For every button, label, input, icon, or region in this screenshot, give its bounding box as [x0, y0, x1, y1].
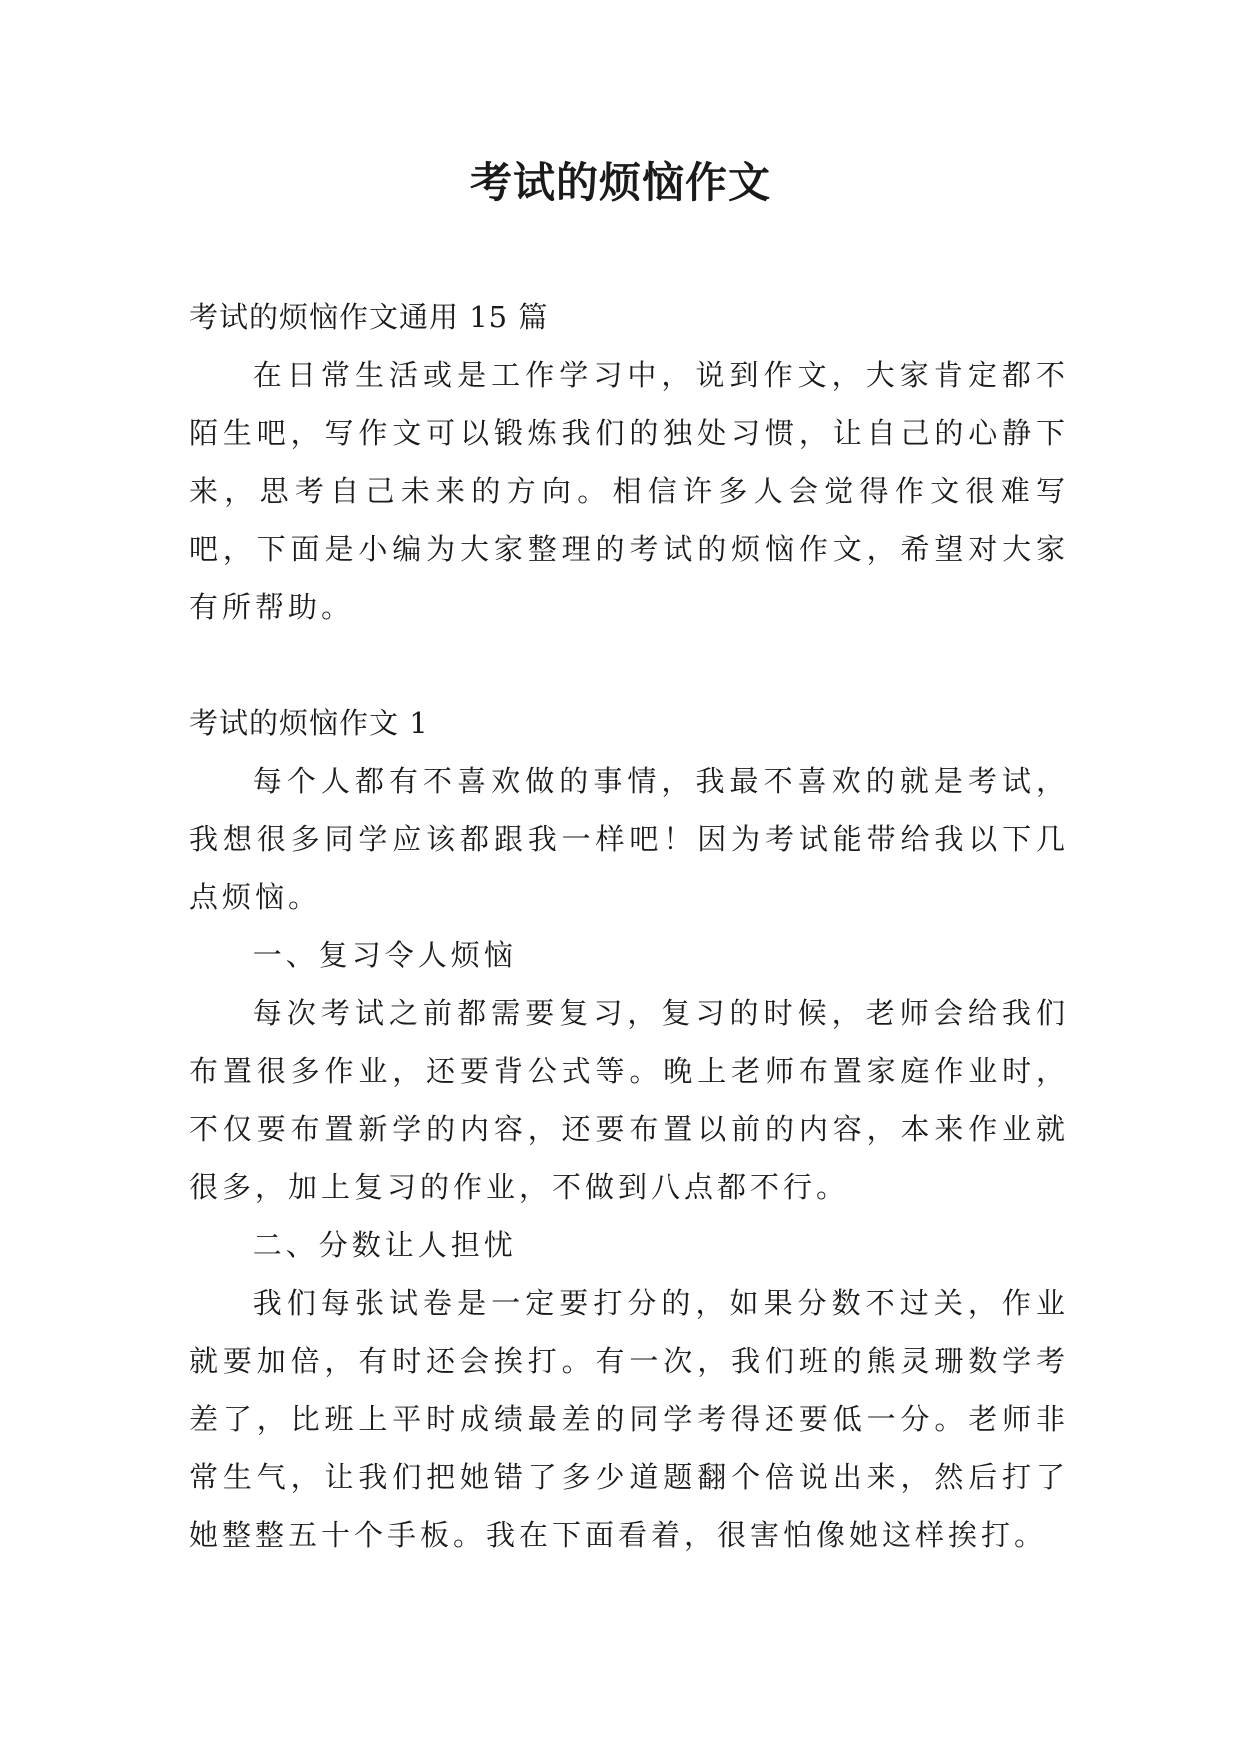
collection-heading: 考试的烦恼作文通用 15 篇 — [189, 300, 549, 334]
essay-1-paragraph-1: 每个人都有不喜欢做的事情，我最不喜欢的就是考试，我想很多同学应该都跟我一样吧！因为考试能带给我以下几点烦恼。 — [189, 764, 1069, 914]
essay-1-subheading-2: 二、分数让人担忧 — [252, 1228, 517, 1262]
essay-1-heading: 考试的烦恼作文 1 — [189, 706, 429, 740]
essay-1-paragraph-3: 我们每张试卷是一定要打分的，如果分数不过关，作业就要加倍，有时还会挨打。有一次，我们班的熊灵珊数学考差了，比班上平时成绩最差的同学考得还要低一分。老师非常生气，让我们把她错了多少道题翻个倍说出来，然后打了她整整五十个手板。我在下面看着，很害怕像她这样挨打。 — [189, 1286, 1069, 1552]
essay-1-subheading-1: 一、复习令人烦恼 — [252, 938, 517, 972]
document-body — [189, 288, 1069, 1564]
document-title: 考试的烦恼作文 — [469, 158, 771, 207]
essay-1-paragraph-2: 每次考试之前都需要复习，复习的时候，老师会给我们布置很多作业，还要背公式等。晚上老师布置家庭作业时，不仅要布置新学的内容，还要布置以前的内容，本来作业就很多，加上复习的作业，不做到八点都不行。 — [189, 996, 1069, 1204]
intro-paragraph: 在日常生活或是工作学习中，说到作文，大家肯定都不陌生吧，写作文可以锻炼我们的独处习惯，让自己的心静下来，思考自己未来的方向。相信许多人会觉得作文很难写吧，下面是小编为大家整理的考试的烦恼作文，希望对大家有所帮助。 — [189, 358, 1069, 624]
